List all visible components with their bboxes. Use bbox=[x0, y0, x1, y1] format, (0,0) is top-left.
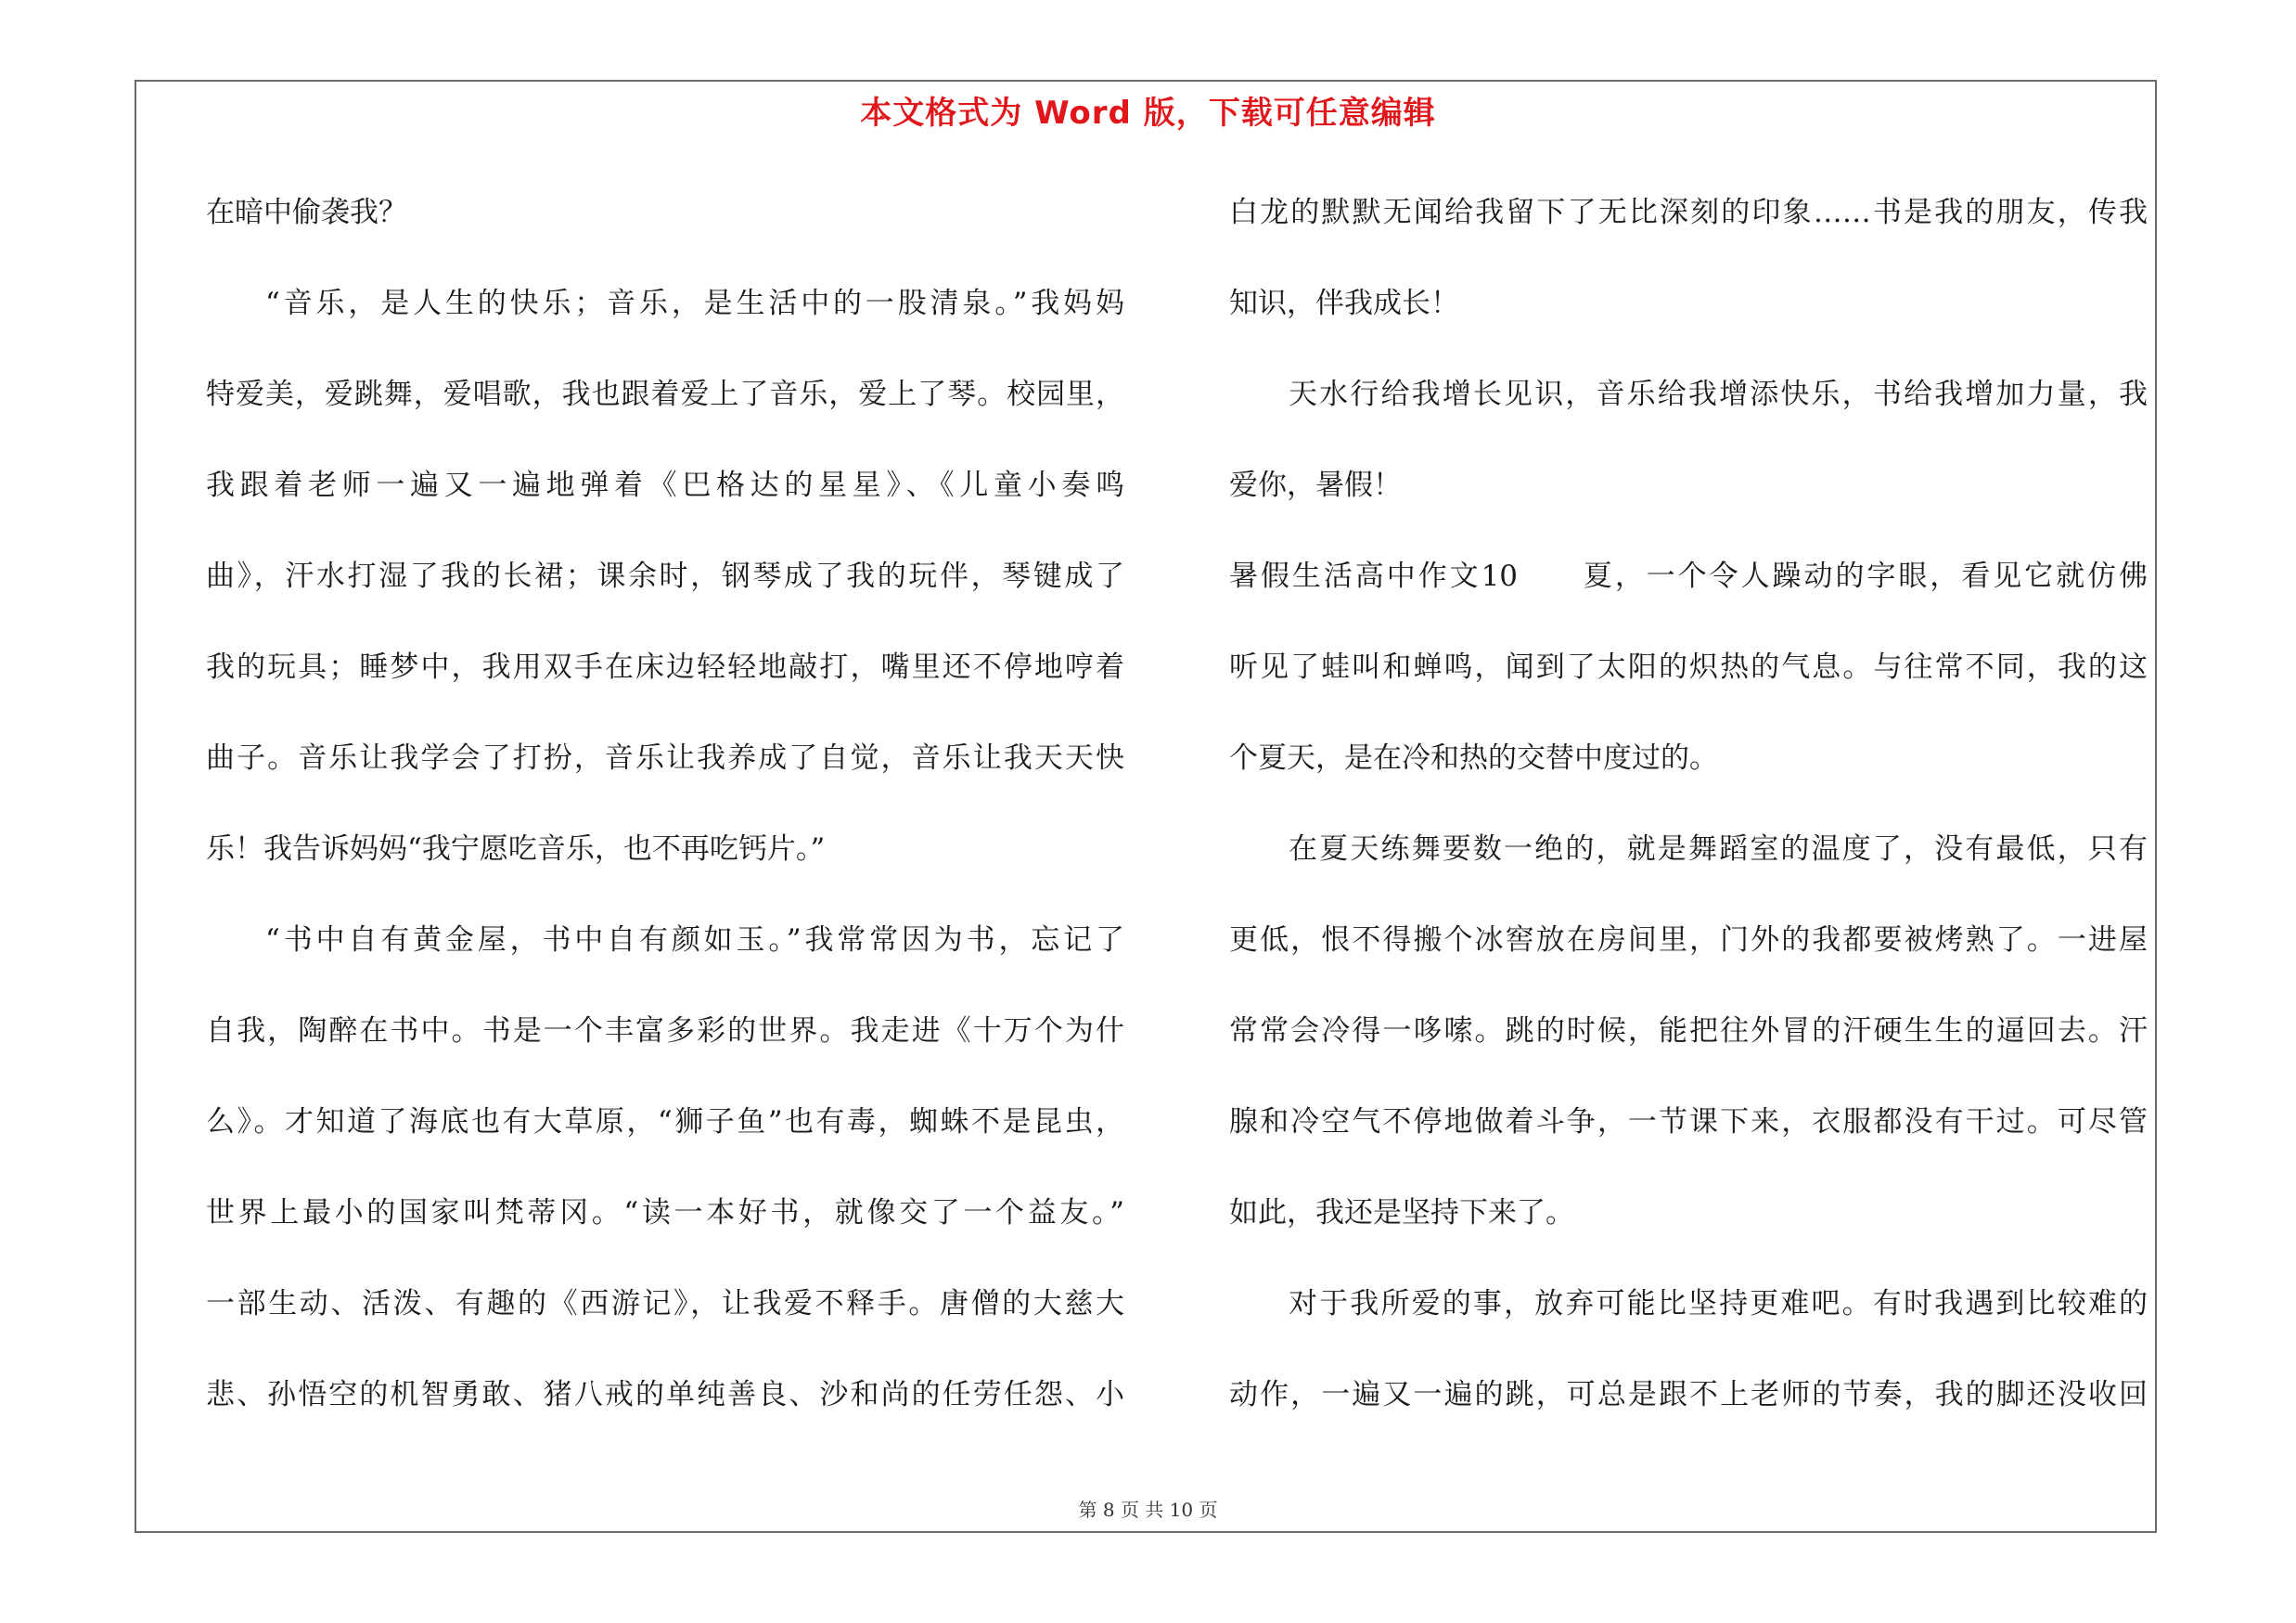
text-line: 动作，一遍又一遍的跳，可总是跟不上老师的节奏，我的脚还没收回 bbox=[1229, 1378, 2148, 1411]
text-line: 天水行给我增长见识，音乐给我增添快乐，书给我增加力量，我 bbox=[1289, 378, 2148, 411]
text-line: 么》。才知道了海底也有大草原，“狮子鱼”也有毒，蜘蛛不是昆虫， bbox=[206, 1105, 1124, 1139]
text-line: 个夏天，是在冷和热的交替中度过的。 bbox=[1229, 741, 1718, 775]
text-line: “音乐，是人生的快乐；音乐，是生活中的一股清泉。”我妈妈 bbox=[265, 287, 1124, 320]
page-number-footer: 第 8 页 共 10 页 bbox=[1078, 1499, 1218, 1521]
right-column bbox=[1229, 182, 2148, 1455]
text-line: 听见了蛙叫和蝉鸣，闻到了太阳的炽热的气息。与往常不同，我的这 bbox=[1229, 650, 2148, 684]
text-line: 知识，伴我成长！ bbox=[1229, 287, 1459, 320]
text-line: 自我，陶醉在书中。书是一个丰富多彩的世界。我走进《十万个为什 bbox=[206, 1014, 1124, 1048]
text-line: 如此，我还是坚持下来了。 bbox=[1229, 1196, 1574, 1230]
left-column bbox=[206, 182, 1124, 1455]
text-line: 一部生动、活泼、有趣的《西游记》，让我爱不释手。唐僧的大慈大 bbox=[206, 1287, 1124, 1320]
text-line: 爱你，暑假！ bbox=[1229, 469, 1402, 502]
text-line: 我的玩具；睡梦中，我用双手在床边轻轻地敲打，嘴里还不停地哼着 bbox=[206, 650, 1124, 684]
text-line: 在夏天练舞要数一绝的，就是舞蹈室的温度了，没有最低，只有 bbox=[1289, 832, 2148, 866]
text-line: 曲》，汗水打湿了我的长裙；课余时，钢琴成了我的玩伴，琴键成了 bbox=[206, 560, 1124, 593]
text-line: “书中自有黄金屋，书中自有颜如玉。”我常常因为书，忘记了 bbox=[265, 923, 1124, 957]
text-line: 乐！我告诉妈妈“我宁愿吃音乐，也不再吃钙片。” bbox=[206, 832, 826, 866]
text-line: 暑假生活高中作文10 夏，一个令人躁动的字眼，看见它就仿佛 bbox=[1229, 560, 2148, 593]
text-line: 常常会冷得一哆嗦。跳的时候，能把往外冒的汗硬生生的逼回去。汗 bbox=[1229, 1014, 2148, 1048]
text-line: 在暗中偷袭我？ bbox=[206, 196, 407, 229]
text-line: 世界上最小的国家叫梵蒂冈。“读一本好书，就像交了一个益友。” bbox=[206, 1196, 1124, 1230]
text-line: 更低，恨不得搬个冰窖放在房间里，门外的我都要被烤熟了。一进屋 bbox=[1229, 923, 2148, 957]
text-line: 曲子。音乐让我学会了打扮，音乐让我养成了自觉，音乐让我天天快 bbox=[206, 741, 1124, 775]
text-line: 白龙的默默无闻给我留下了无比深刻的印象……书是我的朋友，传我 bbox=[1229, 196, 2148, 229]
text-line: 我跟着老师一遍又一遍地弹着《巴格达的星星》、《儿童小奏鸣 bbox=[206, 469, 1124, 502]
header-banner: 本文格式为 Word 版，下载可任意编辑 bbox=[860, 95, 1436, 132]
text-line: 腺和冷空气不停地做着斗争，一节课下来，衣服都没有干过。可尽管 bbox=[1229, 1105, 2148, 1139]
text-line: 对于我所爱的事，放弃可能比坚持更难吧。有时我遇到比较难的 bbox=[1289, 1287, 2148, 1320]
text-line: 特爱美，爱跳舞，爱唱歌，我也跟着爱上了音乐，爱上了琴。校园里， bbox=[206, 378, 1124, 411]
text-line: 悲、孙悟空的机智勇敢、猪八戒的单纯善良、沙和尚的任劳任怨、小 bbox=[206, 1378, 1124, 1411]
